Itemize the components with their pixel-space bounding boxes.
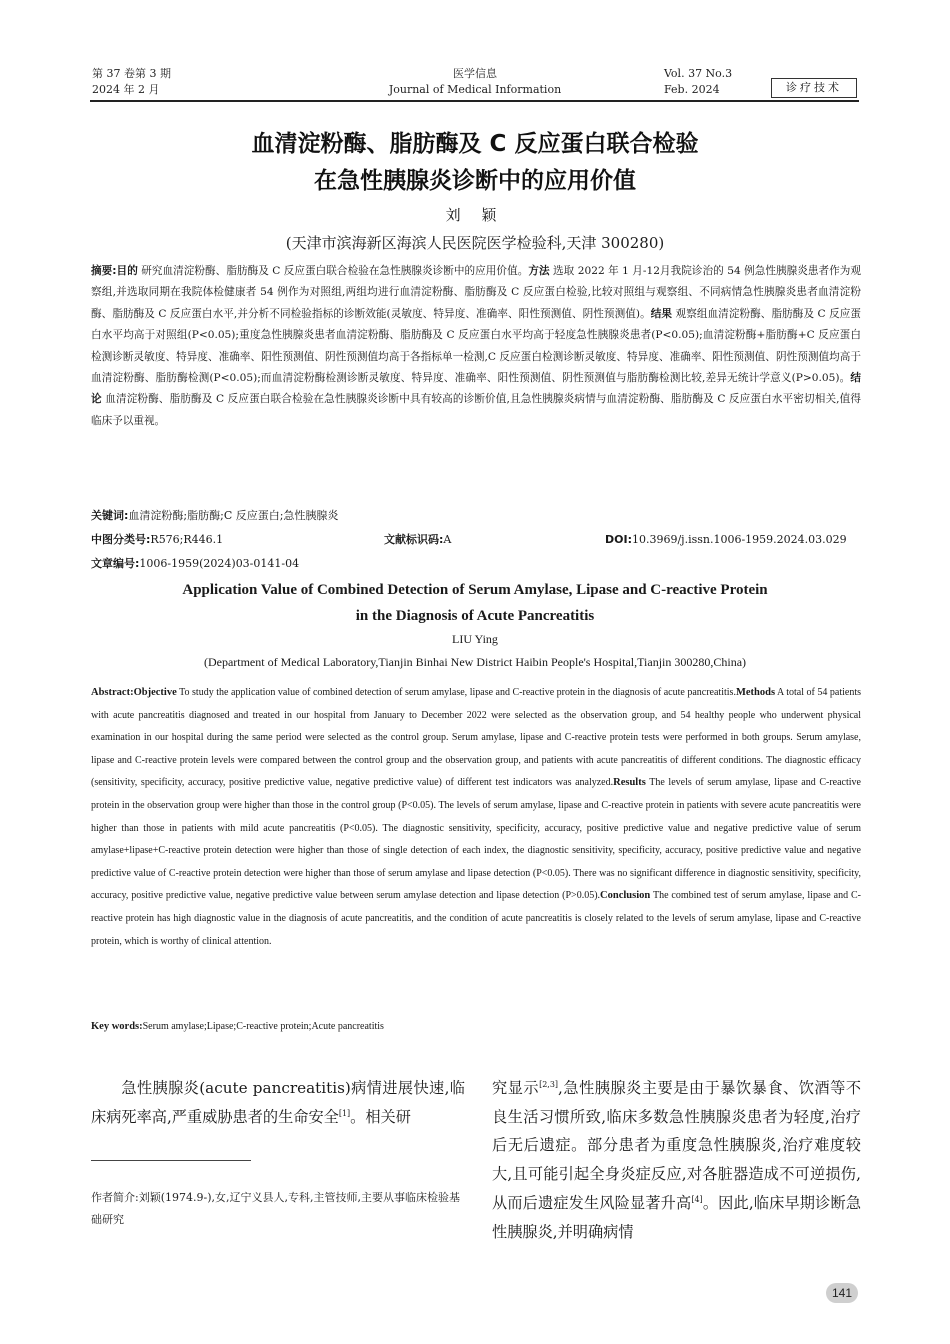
issue-date: 2024 年 2 月 [92,83,160,96]
abstract-cn [91,261,861,432]
doc-code-value: A [443,533,452,546]
journal-name-en: Journal of Medical Information [388,83,562,96]
article-number [91,555,299,573]
results-cn-label: 结果 [650,307,673,320]
author-cn: 刘 颖 [445,206,505,224]
clc-number [91,531,223,549]
results-en-label: Results [613,777,646,789]
title-en-line1: Application Value of Combined Detection of Serum Amylase, Lipase and C-reactive Protein [182,582,768,598]
conclusion-en-label: Conclusion [600,890,651,902]
objective-en: To study the application value of combined detection of serum amylase, lipase and C-reactive protein in the diagnosis of acute pancreatitis. [179,687,736,698]
issue-date-en: Feb. 2024 [664,83,720,96]
article-number-value: 1006-1959(2024)03-0141-04 [139,557,300,570]
conclusion-cn: 血清淀粉酶、脂肪酶及 C 反应蛋白联合检验在急性胰腺炎诊断中具有较高的诊断价值,且急性胰腺炎病情与血清淀粉酶、脂肪酶及 C 反应蛋白水平密切相关,值得临床予以重视。 [91,393,862,427]
abstract-en-label: Abstract: [91,687,134,698]
volume-issue-en: Vol. 37 No.3 [664,67,733,80]
title-en-line2: in the Diagnosis of Acute Pancreatitis [355,608,595,624]
objective-en-label: Objective [133,687,177,698]
body-paragraph-text: 急性胰腺炎(acute pancreatitis)病情进展快速,临床病死率高,严重威胁患者的生命安全 [91,1079,465,1126]
conclusion-cn-label: 结论 [91,372,861,406]
citation-ref[interactable]: [2,3] [539,1079,559,1089]
title-cn-line2: 在急性胰腺炎诊断中的应用价值 [314,168,636,194]
clc-value: R576;R446.1 [150,533,224,546]
doc-code-label: 文献标识码: [384,533,444,546]
document-code [384,531,451,549]
volume-issue: 第 37 卷第 3 期 [92,67,171,80]
results-en: The levels of serum amylase, lipase and C-reactive protein in the observation group were higher than those in the control group (P<0.05). The levels of serum amylase, lipase and C-reactive protein in patients with severe acute pancreatitis were higher than those in patients with mild acute pancreatitis (P<0.05). The diagnostic sensitivity, specificity, accuracy, positive predictive value and negative predictive value of serum amylase+lipase+C-reactive protein detection were higher than those of single detection of each index, the diagnostic sensitivity, specificity, accuracy, positive predictive value and negative predictive value of C-reactive protein detection were higher than those of serum amylase and lipase detection (P<0.05). There was no significant difference in diagnostic sensitivity, specificity, accuracy, positive predictive value, negative predictive value between serum amylase detection and lipase detection (P>0.05). [91,777,861,902]
affiliation-cn: (天津市滨海新区海滨人民医院医学检验科,天津 300280) [285,234,665,252]
keywords-cn [91,507,338,525]
journal-name-cn: 医学信息 [453,67,497,80]
body-paragraph-text: 。相关研 [350,1107,411,1126]
author-en: LIU Ying [452,632,498,646]
objective-cn: 研究血清淀粉酶、脂肪酶及 C 反应蛋白联合检验在急性胰腺炎诊断中的应用价值。 [141,265,529,277]
citation-ref[interactable]: [4] [691,1194,703,1204]
running-header-right [664,66,732,98]
doi-value: 10.3969/j.issn.1006-1959.2024.03.029 [631,533,847,546]
methods-cn-label: 方法 [528,265,550,277]
doi-label: DOI: [605,533,632,546]
doi [605,531,847,549]
author-footnote: 作者简介:刘颖(1974.9-),女,辽宁义县人,专科,主管技师,主要从事临床检验基础研究 [91,1191,460,1226]
body-left-column [91,1074,465,1131]
methods-cn: 选取 2022 年 1 月-12月我院诊治的 54 例急性胰腺炎患者作为观察组,并选取同期在我院体检健康者 54 例作为对照组,两组均进行血清淀粉酶、脂肪酶及 C 反应蛋白检验,比较对照组与观察组、不同病情急性胰腺炎患者血清淀粉酶、脂肪酶及 C 反应蛋白水平,并分析不同检验指标的诊断效能(灵敏度、特异度、准确率、阳性预测值、阴性预测值)。 [91,265,862,320]
conclusion-en: The combined test of serum amylase, lipase and C-reactive protein has high diagnostic value in the diagnosis of acute pancreatitis, and the condition of acute pancreatitis is closely related to the levels of serum amylase, lipase and C-reactive protein, which is worthy of clinical attention. [91,890,862,947]
footnote-divider [91,1160,251,1161]
clc-label: 中图分类号: [91,533,151,546]
keywords-en [91,1021,384,1032]
citation-ref[interactable]: [1] [338,1108,351,1118]
abstract-en [91,682,861,953]
keywords-en-label: Key words: [91,1021,143,1032]
keywords-cn-value: 血清淀粉酶;脂肪酶;C 反应蛋白;急性胰腺炎 [128,509,339,522]
body-paragraph-text: ,急性胰腺炎主要是由于暴饮暴食、饮酒等不良生活习惯所致,临床多数急性胰腺炎患者为轻度,治疗后无后遗症。部分患者为重度急性胰腺炎,治疗难度较大,且可能引起全身炎症反应,对各脏器造成不可逆损伤,从而后遗症发生风险显著升高 [492,1079,862,1212]
keywords-en-value: Serum amylase;Lipase;C-reactive protein;Acute pancreatitis [142,1021,384,1032]
results-cn: 观察组血清淀粉酶、脂肪酶及 C 反应蛋白水平均高于对照组(P<0.05);重度急性胰腺炎患者血清淀粉酶、脂肪酶及 C 反应蛋白水平均高于轻度急性胰腺炎患者(P<0.05);血清淀粉酶+脂肪酶+C 反应蛋白检测诊断灵敏度、特异度、准确率、阳性预测值、阴性预测值均高于各指标单一检测,C 反应蛋白检测诊断灵敏度、特异度、准确率、阳性预测值、阴性预测值均高于血清淀粉酶、脂肪酶检测(P<0.05);而血清淀粉酶检测诊断灵敏度、特异度、准确率、阳性预测值、阴性预测值与脂肪酶检测比较,差异无统计学意义(P>0.05)。 [91,307,861,385]
title-cn-line1: 血清淀粉酶、脂肪酶及 C 反应蛋白联合检验 [251,131,699,157]
body-right-column [492,1074,861,1246]
header-divider [90,100,859,102]
page-number: 141 [826,1283,858,1303]
methods-en: A total of 54 patients with acute pancreatitis diagnosed and treated in our hospital from January to December 2022 were selected as the observation group, and 54 healthy people who underwent physical examination in our hospital during the same period were selected as the control group. Serum amylase, lipase and C-reactive protein tests were performed in both groups. Serum amylase, lipase and C-reactive protein levels were compared between the control group and the observation group, and patients with acute pancreatitis of different conditions. The diagnostic efficacy (sensitivity, specificity, accuracy, positive predictive value, negative predictive value) of different test indicators was analyzed. [91,687,862,789]
methods-en-label: Methods [735,687,776,698]
body-paragraph-text: 究显示 [492,1079,540,1097]
section-tag: 诊疗技术 [771,78,857,98]
abstract-cn-label: 摘要: [91,265,117,277]
body-paragraph-text: 。因此,临床早期诊断急性胰腺炎,并明确病情 [492,1193,862,1241]
article-number-label: 文章编号: [91,557,140,570]
objective-cn-label: 目的 [116,265,138,277]
affiliation-en: (Department of Medical Laboratory,Tianjin Binhai New District Haibin People's Hospital,Tianjin 300280,China) [203,655,747,669]
keywords-cn-label: 关键词: [91,509,129,522]
